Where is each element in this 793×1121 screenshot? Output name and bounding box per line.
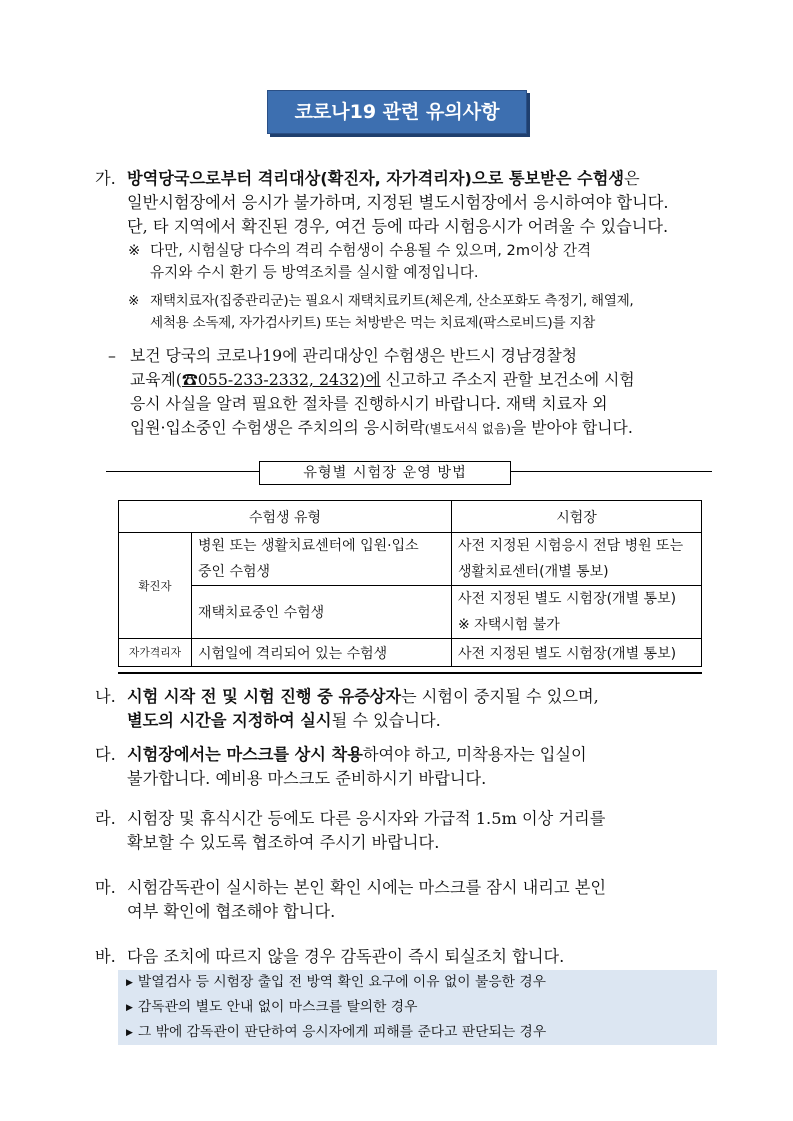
- section-na-bold1: 시험 시작 전 및 시험 진행 중 유증상자: [127, 687, 402, 706]
- section-na-rest1: 는 시험이 중지될 수 있으며,: [401, 687, 599, 706]
- section-ba-marker: 바.: [95, 947, 116, 966]
- dash-phone: ☎055-233-2332, 2432)에: [181, 370, 381, 389]
- list-item-text: 발열검사 등 시험장 출입 전 방역 확인 요구에 이유 없이 불응한 경우: [137, 974, 547, 990]
- dash-line2-pre: 교육계(: [130, 370, 182, 389]
- dash-marker: –: [108, 346, 116, 365]
- table-header-site: 시험장: [452, 501, 702, 533]
- section-ga-bold: 방역당국으로부터 격리대상(확진자, 자가격리자)으로 통보받은 수험생: [127, 169, 624, 188]
- section-na-rest2: 될 수 있습니다.: [331, 711, 441, 730]
- row2-site-line1: 사전 지정된 별도 시험장(개별 통보): [458, 591, 677, 607]
- note-1-line1: 다만, 시험실당 다수의 격리 수험생이 수용될 수 있으며, 2m이상 간격: [150, 242, 592, 259]
- triangle-bullet-icon: ▶: [126, 978, 133, 988]
- section-ga-rest: 은: [623, 169, 640, 188]
- row3-site: 사전 지정된 별도 시험장(개별 통보): [452, 639, 702, 667]
- section-da-line2: 불가합니다. 예비용 마스크도 준비하시기 바랍니다.: [127, 769, 487, 788]
- section-da-bold: 시험장에서는 마스크를 상시 착용: [127, 745, 363, 764]
- dash-paragraph: [108, 344, 720, 441]
- table-row: [119, 533, 702, 586]
- row2-type: 재택치료중인 수험생: [192, 586, 452, 639]
- table-row: [119, 639, 702, 667]
- section-da-marker: 다.: [95, 745, 116, 764]
- note-2: [128, 290, 723, 334]
- section-ra: [95, 807, 720, 855]
- subtitle-rule-left: [106, 471, 259, 472]
- row1-site-line1: 사전 지정된 시험응시 전담 병원 또는: [458, 538, 684, 554]
- table-cell: [452, 586, 702, 639]
- row1-type-line1: 병원 또는 생활치료센터에 입원·입소: [198, 538, 419, 554]
- list-item: [118, 1020, 717, 1045]
- dash-line1: 보건 당국의 코로나19에 관리대상인 수험생은 반드시 경남경찰청: [130, 346, 577, 365]
- table-header-type: 수험생 유형: [119, 501, 452, 533]
- note-2-line1: 재택치료자(집중관리군)는 필요시 재택치료키트(체온계, 산소포화도 측정기, 해열제,: [150, 293, 634, 309]
- triangle-bullet-icon: ▶: [126, 1003, 133, 1013]
- table-cell: [192, 533, 452, 586]
- section-ra-marker: 라.: [95, 809, 116, 828]
- section-ma-line2: 여부 확인에 협조해야 합니다.: [127, 902, 336, 921]
- page-title-box: [267, 90, 527, 134]
- section-ga: [95, 167, 720, 239]
- table-cell: [452, 533, 702, 586]
- dash-line4-pre: 입원·입소중인 수험생은 주치의의 응시허락: [130, 418, 425, 437]
- row1-site-line2: 생활치료센터(개별 통보): [458, 564, 609, 580]
- section-na-marker: 나.: [95, 687, 116, 706]
- confirmed-label: 확진자: [119, 533, 192, 639]
- note-1-marker: ※: [128, 242, 141, 259]
- row1-type-line2: 중인 수험생: [198, 564, 271, 580]
- section-ma-marker: 마.: [95, 878, 116, 897]
- section-ba-line1: 다음 조치에 따르지 않을 경우 감독관이 즉시 퇴실조치 합니다.: [127, 947, 565, 966]
- expulsion-list: [118, 970, 717, 1045]
- subtitle-rule-right: [509, 471, 712, 472]
- section-da: [95, 743, 720, 791]
- note-1-line2: 유지와 수시 환기 등 방역조치를 실시할 예정입니다.: [150, 264, 479, 281]
- table-row: [119, 586, 702, 639]
- table-header-row: [119, 501, 702, 533]
- section-ga-line2: 일반시험장에서 응시가 불가하며, 지정된 별도시험장에서 응시하여야 합니다.: [127, 193, 669, 212]
- dash-line3: 응시 사실을 알려 필요한 절차를 진행하시기 바랍니다. 재택 치료자 외: [130, 394, 608, 413]
- list-item: [118, 970, 717, 995]
- section-ga-marker: 가.: [95, 169, 116, 188]
- section-ga-line3: 단, 타 지역에서 확진된 경우, 여건 등에 따라 시험응시가 어려울 수 있습니다.: [127, 217, 669, 236]
- page-title: 코로나19 관련 유의사항: [294, 101, 500, 123]
- list-item-text: 감독관의 별도 안내 없이 마스크를 탈의한 경우: [137, 999, 418, 1015]
- section-ra-line1: 시험장 및 휴식시간 등에도 다른 응시자와 가급적 1.5m 이상 거리를: [127, 809, 606, 828]
- dash-line2-post: 신고하고 주소지 관할 보건소에 시험: [380, 370, 635, 389]
- table-bottom-rule: [118, 672, 702, 674]
- dash-line4-post: 을 받아야 합니다.: [510, 418, 633, 437]
- section-na: [95, 685, 720, 733]
- row2-site-line2: ※ 자택시험 불가: [458, 617, 560, 633]
- table-subtitle: 유형별 시험장 운영 방법: [259, 461, 511, 485]
- selfquarantine-label: 자가격리자: [119, 639, 192, 667]
- triangle-bullet-icon: ▶: [126, 1028, 133, 1038]
- note-2-line2: 세척용 소독제, 자가검사키트) 또는 처방받은 먹는 치료제(팍스로비드)를 지참: [150, 315, 595, 331]
- note-2-marker: ※: [128, 293, 140, 309]
- list-item: [118, 995, 717, 1020]
- section-ma-line1: 시험감독관이 실시하는 본인 확인 시에는 마스크를 잠시 내리고 본인: [127, 878, 607, 897]
- section-ma: [95, 876, 720, 924]
- row3-type: 시험일에 격리되어 있는 수험생: [192, 639, 452, 667]
- section-na-bold2: 별도의 시간을 지정하여 실시: [127, 711, 332, 730]
- section-da-rest1: 하여야 하고, 미착용자는 입실이: [362, 745, 587, 764]
- list-item-text: 그 밖에 감독관이 판단하여 응시자에게 피해를 준다고 판단되는 경우: [137, 1024, 547, 1040]
- section-ba: [95, 945, 720, 969]
- note-1: [128, 240, 723, 284]
- dash-line4-small: (별도서식 없음): [424, 421, 511, 436]
- exam-site-table: [118, 500, 702, 667]
- section-ra-line2: 확보할 수 있도록 협조하여 주시기 바랍니다.: [127, 833, 440, 852]
